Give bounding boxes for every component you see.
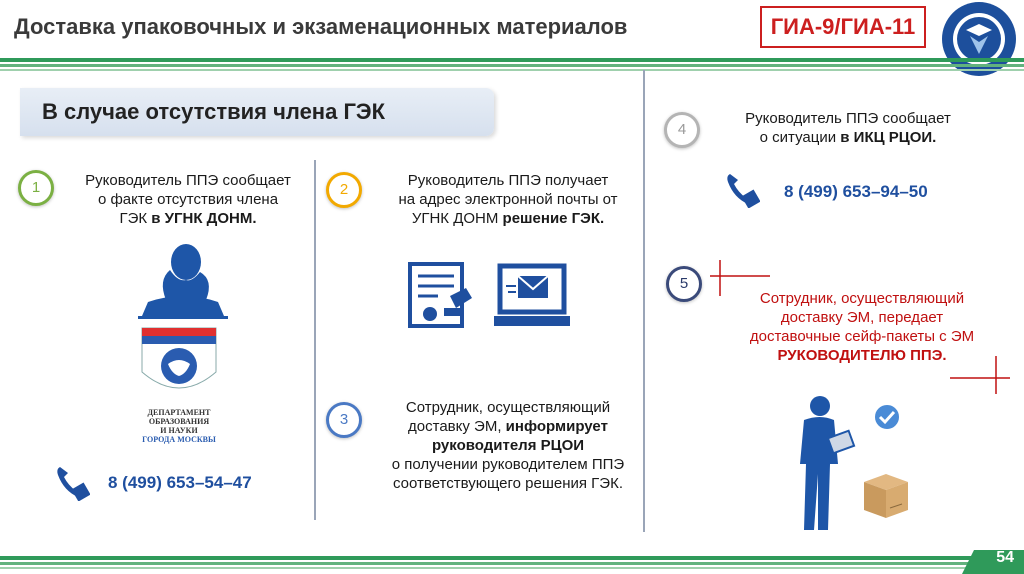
phone-icon bbox=[54, 463, 90, 501]
step-2-number: 2 bbox=[326, 172, 362, 208]
laptop-email-icon bbox=[492, 262, 572, 332]
page-title: Доставка упаковочных и экзаменационных материалов bbox=[14, 14, 628, 39]
step-3-number: 3 bbox=[326, 402, 362, 438]
divider-left bbox=[314, 160, 316, 520]
document-stamp-icon bbox=[408, 262, 478, 330]
checkmark-icon bbox=[872, 402, 902, 432]
step-5-text: Сотрудник, осуществляющий доставку ЭМ, передает доставочные сейф-пакеты с ЭМ РУКОВОДИТЕЛЮ ППЭ. bbox=[749, 290, 975, 364]
courier-figure-icon bbox=[790, 394, 860, 534]
department-emblem-icon bbox=[140, 326, 218, 402]
footer-bar bbox=[0, 548, 1024, 574]
department-name: ДЕПАРТАМЕНТ ОБРАЗОВАНИЯ И НАУКИ ГОРОДА МОСКВЫ bbox=[142, 408, 216, 444]
gia-badge: ГИА-9/ГИА-11 bbox=[760, 6, 926, 48]
phone-number-right[interactable]: 8 (499) 653–94–50 bbox=[784, 182, 928, 201]
step-5-number: 5 bbox=[666, 266, 702, 302]
step-4-text: Руководитель ППЭ сообщает о ситуации в ИКЦ РЦОИ. bbox=[745, 110, 951, 146]
cardboard-box-icon bbox=[860, 470, 912, 520]
step-1-number: 1 bbox=[18, 170, 54, 206]
step-4-number: 4 bbox=[664, 112, 700, 148]
woman-on-phone-icon bbox=[128, 240, 238, 330]
section-header bbox=[20, 88, 494, 136]
page-number: 54 bbox=[996, 549, 1014, 566]
step-3-text: Сотрудник, осуществляющий доставку ЭМ, информирует руководителя РЦОИ о получении руководителем ППЭ соответствующего решения ГЭК. bbox=[391, 399, 625, 492]
phone-icon bbox=[724, 170, 760, 208]
phone-number-left[interactable]: 8 (499) 653–54–47 bbox=[108, 473, 252, 492]
section-title: В случае отсутствия члена ГЭК bbox=[42, 99, 385, 124]
step-1-text: Руководитель ППЭ сообщает о факте отсутствия члена ГЭК в УГНК ДОНМ. bbox=[85, 172, 291, 227]
step-2-text: Руководитель ППЭ получает на адрес электронной почты от УГНК ДОНМ решение ГЭК. bbox=[398, 172, 618, 227]
header-stripes bbox=[0, 58, 1024, 80]
